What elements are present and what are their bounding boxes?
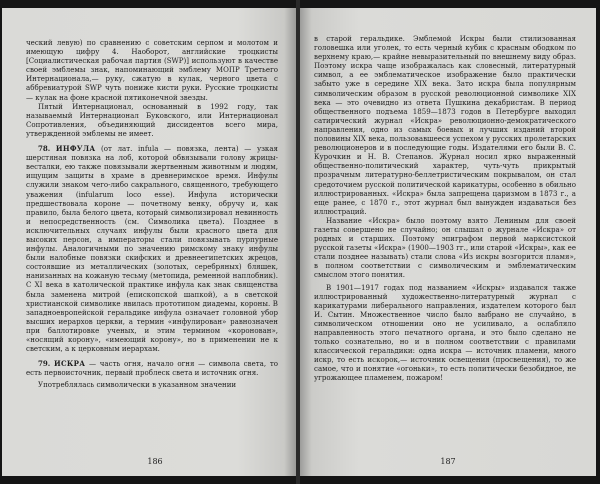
entry-text: — часть огня, начало огня — символа света, то есть первоисточник, первый проблеск света и источник огня. xyxy=(26,359,278,378)
entry-headword: ИНФУЛА xyxy=(55,144,96,154)
paragraph: ческий левую) по сравнению с советским серпом и молотом и имеющую цифру 4. Наоборот, английские троцкисты [Социалистическая рабочая партия (SWP)] используют в качестве своей эмблемы знак, напоминающий эмблему МОПР Третьего Интернационала,— руку, сжатую в кулак, черного цвета с аббревиатурой SWP чуть пониже кисти руки. Русские троцкисты — кулак на фоне красной пятиконечной звезды. xyxy=(26,38,278,102)
entry-number: 78. xyxy=(38,144,51,154)
entry-headword: ИСКРА xyxy=(54,359,86,369)
entry-number: 79. xyxy=(38,359,51,369)
entry-text: (от лат. infula — повязка, лента) — узкая шерстяная повязка на лоб, которой обвязывали голову жрицы-весталки, ею также повязывали жертвенным животным и людям, ищущим защиты в храме в древнеримское время. Инфулы служили знаком чего-либо сакрального, священного, требующего уважения (infularum loco esse). Инфула исторически предшествовала короне — почетному венку, обручу и, как правило, была белого цвета, который символизировал невинность и непосредственность (см. Символика цвета). Позднее в исключительных случаях инфулы были красного цвета для высоких персон, а императоры стали повязывать пурпурные инфулы. Аналогичными по значению римскому знаку инфулы были налобные повязки скифских и древнеегипетских жрецов, состоявшие из металлических (золотых, серебряных) бляшек, нанизанных на кожаную тесьму (метопида, ременной наплобник). С XI века в католической практике инфула как знак священства была заменена митрой (епископской шапкой), а в светской христианской символике явилась прототипом диадемы, короны. В западноевропейской геральдике инфула означает головной убор высших иерархов церкви, а термин «инфулирован» равнозначен при баллотировке ученых, и этим термином «коронован», «носящий корону», «имеющий корону», но в применении не к светским, а к церковным иерархам. xyxy=(26,144,278,354)
right-page xyxy=(300,8,596,476)
paragraph: Пятый Интернационал, основанный в 1992 году, так называемый Интернационал Буковского, или Интернационал Сопротивления, объединяющий диссидентов всего мира, утвержденной эмблемы не имеет. xyxy=(26,101,278,138)
page-number-right: 187 xyxy=(440,457,456,466)
right-page-body xyxy=(314,34,576,383)
entry-iskra xyxy=(26,359,278,377)
left-page-body xyxy=(26,38,278,389)
paragraph: В 1901—1917 годах под названием «Искры» издавался также иллюстрированный художественно-литературный журнал с карикатурами либерального направления, издателем которого был И. Сытин. Множественное число было выбрано не случайно, в символическом отношении оно не усиливало, а ослабляло направленность этого печатного органа, и это было сделано не только сознательно, но и в полном соответствии с правилами классической геральдики: одна искра — источник пламени, много искр, то есть искорок,— источник освещения (просвещения), то же самое, что и понятие «огоньки», то есть политически безобидное, не угрожающее пламенем, пожаром! xyxy=(314,282,576,383)
paragraph: в старой геральдике. Эмблемой Искры были стилизованная головешка или уголек, то есть черный кубик с красным ободком по верхнему краю,— крайне невыразительный по внешнему виду образ. Поэтому искра чаще изображалась как словесный, литературный символ, а ее эмблематическое изображение было практически забыто уже в середине XIX века. Зато искра была популярным символическим образом в русской революционной символике XIX века — это очевидно из ответа Пушкина декабристам. В период общественного подъема 1859—1873 годов в Петербурге выходил сатирический журнал «Искра» революционно-демократического направления, одно из самых боевых и лучших изданий второй половины XIX века, пользовавшееся успехом у русских пролетарских революционеров и в последующие годы. Издателями его были В. С. Курочкин и Н. В. Степанов. Журнал носил ярко выраженный общественно-политический характер, чуть-чуть прикрытый прозрачным литературно-беллетристическим покрывалом, он стал средоточием русской политической карикатуры, особенно в обильно иллюстрированных. «Искра» была запрещена царизмом в 1873 г., а еще ранее, с 1870 г., этот журнал был вынужден издаваться без иллюстраций. xyxy=(314,34,576,216)
page-number-left: 186 xyxy=(147,457,163,466)
paragraph: Название «Искра» было поэтому взято Лениным для своей газеты совершено не случайно; он слышал о журнале «Искра» от родных и старших. Поэтому эпиграфом первой марксистской русской газеты «Искра» (1900—1903 гг., или старой «Искры», как ее стали позднее называть) стали слова «Из искры возгорится пламя», в полном соответствии с символическим и эмблематическим смыслом этого понятия. xyxy=(314,215,576,280)
entry-infula xyxy=(26,144,278,353)
paragraph: Употреблялась символически в указанном значении xyxy=(38,380,237,390)
left-page xyxy=(2,8,296,476)
